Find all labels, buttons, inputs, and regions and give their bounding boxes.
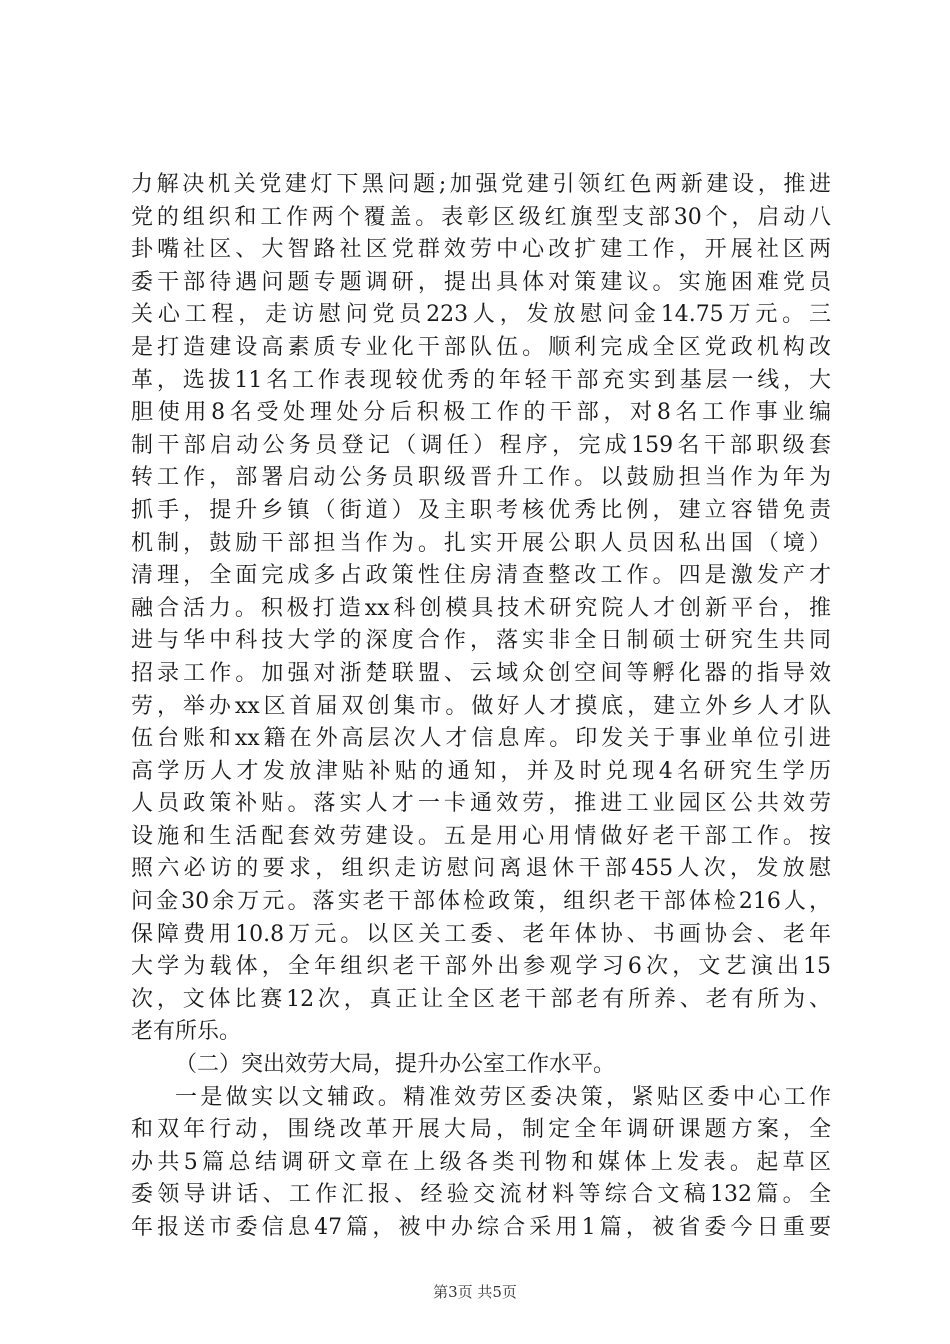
- text-line: 是打造建设高素质专业化干部队伍。顺利完成全区党政机构改: [131, 334, 831, 360]
- text-line: 清理，全面完成多占政策性住房清查整改工作。四是激发产才: [131, 563, 831, 589]
- text-line: 制干部启动公务员登记（调任）程序，完成159名干部职级套: [131, 432, 831, 458]
- text-line: 抓手，提升乡镇（街道）及主职考核优秀比例，建立容错免责: [131, 497, 831, 523]
- text-line: 次，文体比赛12次，真正让全区老干部老有所养、老有所为、: [131, 986, 831, 1012]
- text-line: 委领导讲话、工作汇报、经验交流材料等综合文稿132篇。全: [131, 1182, 831, 1208]
- text-line: 大学为载体，全年组织老干部外出参观学习6次，文艺演出15: [131, 954, 831, 980]
- text-line: 卦嘴社区、大智路社区党群效劳中心改扩建工作，开展社区两: [131, 237, 831, 263]
- page-number-footer: 第3页 共5页: [433, 1283, 517, 1301]
- text-line: 伍台账和xx籍在外高层次人才信息库。印发关于事业单位引进: [131, 726, 831, 752]
- text-line: 和双年行动，围绕改革开展大局，制定全年调研课题方案，全: [131, 1117, 831, 1143]
- text-line: 机制，鼓励干部担当作为。扎实开展公职人员因私出国（境）: [131, 530, 831, 556]
- text-line: 保障费用10.8万元。以区关工委、老年体协、书画协会、老年: [131, 921, 831, 947]
- text-line: 关心工程，走访慰问党员223人，发放慰问金14.75万元。三: [131, 302, 831, 328]
- text-line: 老有所乐。: [131, 1019, 242, 1045]
- text-line: 办共5篇总结调研文章在上级各类刊物和媒体上发表。起草区: [131, 1149, 831, 1175]
- text-line: 人员政策补贴。落实人才一卡通效劳，推进工业园区公共效劳: [131, 791, 831, 817]
- text-line: 革，选拔11名工作表现较优秀的年轻干部充实到基层一线，大: [131, 367, 831, 393]
- text-line: 招录工作。加强对浙楚联盟、云域众创空间等孵化器的指导效: [131, 660, 831, 686]
- text-line: 问金30余万元。落实老干部体检政策，组织老干部体检216人，: [131, 889, 831, 915]
- text-line: 进与华中科技大学的深度合作，落实非全日制硕士研究生共同: [131, 628, 831, 654]
- text-line: 融合活力。积极打造xx科创模具技术研究院人才创新平台，推: [131, 595, 831, 621]
- text-line: 一是做实以文辅政。精准效劳区委决策，紧贴区委中心工作: [175, 1084, 831, 1110]
- text-line: 高学历人才发放津贴补贴的通知，并及时兑现4名研究生学历: [131, 758, 831, 784]
- section-heading: （二）突出效劳大局，提升办公室工作水平。: [175, 1052, 616, 1078]
- document-body: [131, 169, 831, 1245]
- text-line: 委干部待遇问题专题调研，提出具体对策建议。实施困难党员: [131, 269, 831, 295]
- text-line: 力解决机关党建灯下黑问题;加强党建引领红色两新建设，推进: [131, 172, 831, 197]
- text-line: 照六必访的要求，组织走访慰问离退休干部455人次，发放慰: [131, 856, 831, 882]
- text-line: 胆使用8名受处理处分后积极工作的干部，对8名工作事业编: [131, 400, 831, 426]
- text-line: 党的组织和工作两个覆盖。表彰区级红旗型支部30个，启动八: [131, 204, 831, 230]
- text-line: 设施和生活配套效劳建设。五是用心用情做好老干部工作。按: [131, 823, 831, 849]
- text-line: 劳，举办xx区首届双创集市。做好人才摸底，建立外乡人才队: [131, 693, 831, 719]
- text-line: 年报送市委信息47篇，被中办综合采用1篇，被省委今日重要: [131, 1215, 831, 1240]
- text-line: 转工作，部署启动公务员职级晋升工作。以鼓励担当作为年为: [131, 465, 831, 491]
